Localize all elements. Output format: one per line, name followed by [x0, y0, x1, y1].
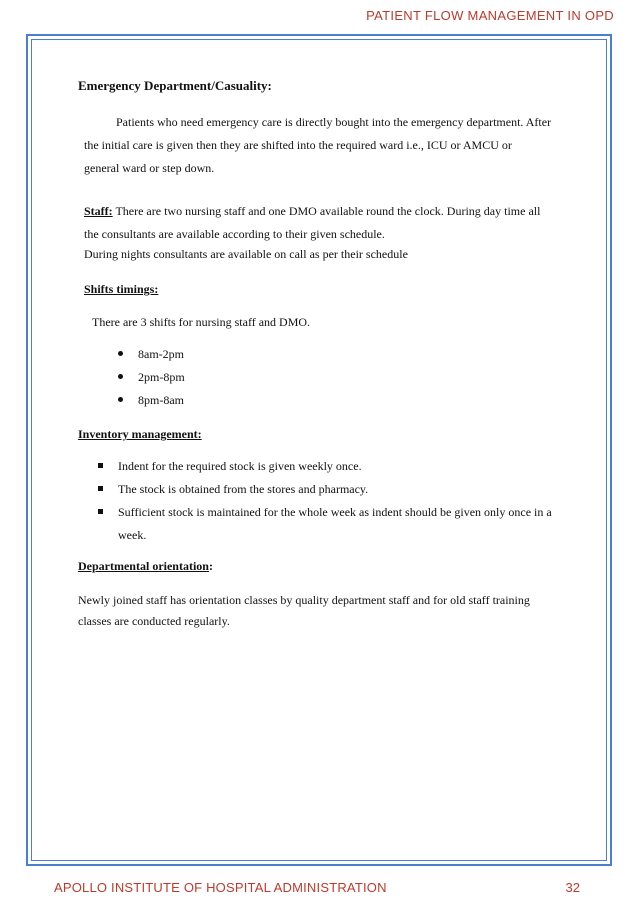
- bullet-icon: [98, 509, 103, 514]
- bullet-icon: [118, 374, 123, 379]
- bullet-icon: [98, 463, 103, 468]
- orientation-heading-text: Departmental orientation: [78, 559, 209, 573]
- staff-paragraph-line: During nights consultants are available on call as per their schedule: [84, 247, 408, 261]
- staff-label: Staff:: [84, 204, 113, 218]
- page-number: 32: [565, 880, 580, 895]
- footer-institute: APOLLO INSTITUTE OF HOSPITAL ADMINISTRATION: [54, 880, 387, 895]
- list-item: 2pm-8pm: [138, 370, 185, 384]
- bullet-icon: [118, 351, 123, 356]
- paragraph-line: the initial care is given then they are shifted into the required ward i.e., ICU or AMCU or: [84, 138, 512, 152]
- section-heading-inventory: Inventory management:: [78, 427, 202, 441]
- bullet-icon: [118, 397, 123, 402]
- paragraph-line: general ward or step down.: [84, 161, 215, 175]
- paragraph-line: classes are conducted regularly.: [78, 614, 230, 628]
- list-item-continuation: week.: [118, 528, 147, 542]
- running-header: PATIENT FLOW MANAGEMENT IN OPD: [366, 8, 614, 23]
- section-heading-emergency: Emergency Department/Casuality:: [78, 78, 272, 93]
- orientation-heading-colon: :: [208, 559, 213, 573]
- paragraph-line: Newly joined staff has orientation classes by quality department staff and for old staff training: [78, 593, 530, 607]
- bullet-icon: [98, 486, 103, 491]
- list-item: 8am-2pm: [138, 347, 184, 361]
- section-heading-orientation: [78, 559, 213, 573]
- list-item: 8pm-8am: [138, 393, 184, 407]
- staff-text: There are two nursing staff and one DMO available round the clock. During day time all: [112, 204, 541, 218]
- paragraph-line: Patients who need emergency care is directly bought into the emergency department. After: [116, 115, 552, 129]
- staff-paragraph-line: the consultants are available according to their given schedule.: [84, 227, 385, 241]
- list-item: Sufficient stock is maintained for the whole week as indent should be given only once in a: [118, 505, 552, 519]
- section-heading-shifts: Shifts timings:: [84, 282, 159, 296]
- list-item: The stock is obtained from the stores and pharmacy.: [118, 482, 369, 496]
- list-item: Indent for the required stock is given weekly once.: [118, 459, 362, 473]
- shifts-intro: There are 3 shifts for nursing staff and DMO.: [92, 315, 311, 329]
- staff-paragraph-line: [84, 204, 540, 218]
